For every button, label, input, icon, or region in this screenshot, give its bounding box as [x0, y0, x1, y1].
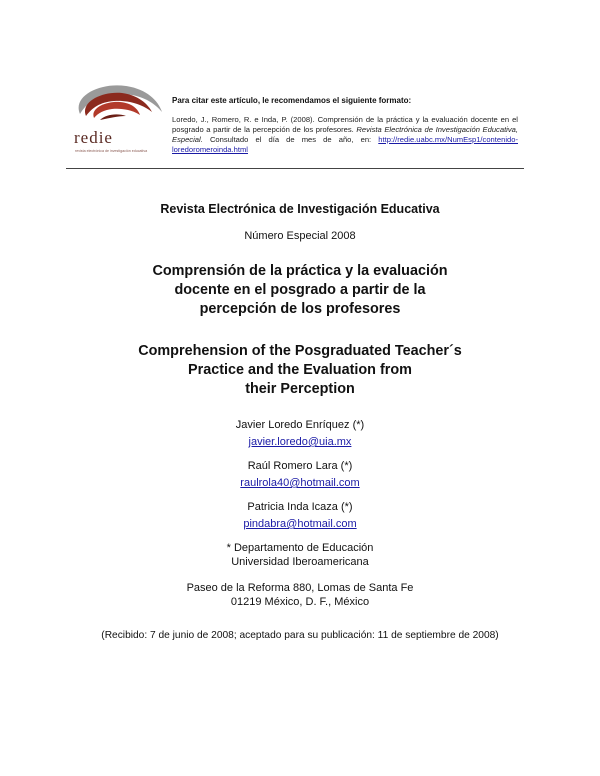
affiliation-department: * Departamento de Educación [226, 542, 374, 554]
received-dates: (Recibido: 7 de junio de 2008; aceptado para su publicación: 11 de septiembre de 2008) [101, 630, 499, 641]
title-es-line: Comprensión de la práctica y la evaluación [152, 263, 448, 279]
citation-url-link[interactable]: http://redie.uabc.mx/NumEsp1/contenido-loredoromeroinda.html [172, 135, 518, 154]
title-en-line: their Perception [245, 381, 355, 397]
citation-consulted: Consultado el día de mes de año, en: [202, 135, 379, 144]
affiliation-university: Universidad Iberoamericana [231, 556, 369, 568]
journal-name: Revista Electrónica de Investigación Educativa [160, 202, 440, 216]
author-email-link[interactable]: pindabra@hotmail.com [243, 518, 357, 530]
logo-tagline: revista electrónica de investigación educativa [75, 149, 148, 153]
author-email-link[interactable]: raulrola40@hotmail.com [240, 477, 360, 489]
title-en-line: Practice and the Evaluation from [188, 362, 412, 378]
citation-heading: Para citar este artículo, le recomendamos el siguiente formato: [172, 96, 412, 105]
citation-authors: Loredo, J., Romero, R. e Inda, P. (2008). Comprensión de la práctica y la evaluación docente en el posgrado a partir de la percepción de los profesores. [172, 115, 518, 134]
title-es-line: percepción de los profesores [199, 301, 401, 317]
address-line: 01219 México, D. F., México [230, 596, 370, 608]
postal-address [0, 581, 600, 609]
logo-swirl-icon [66, 78, 170, 130]
title-en-line: Comprehension of the Posgraduated Teacher´s [138, 343, 462, 359]
issue-label: Número Especial 2008 [244, 230, 356, 242]
redie-logo [66, 78, 170, 160]
author-name: Javier Loredo Enríquez (*) [235, 419, 365, 431]
title-spanish [0, 262, 600, 319]
citation-text [172, 115, 518, 155]
title-es-line: docente en el posgrado a partir de la [174, 282, 426, 298]
header-divider [66, 168, 524, 169]
author-name: Raúl Romero Lara (*) [247, 460, 353, 472]
address-line: Paseo de la Reforma 880, Lomas de Santa Fe [186, 582, 414, 594]
author-email-link[interactable]: javier.loredo@uia.mx [248, 436, 352, 448]
affiliation [0, 541, 600, 569]
citation-journal: Revista Electrónica de Investigación Educativa, Especial. [172, 125, 518, 144]
title-english [0, 342, 600, 399]
logo-wordmark: redie [74, 128, 113, 147]
author-name: Patricia Inda Icaza (*) [247, 501, 353, 513]
